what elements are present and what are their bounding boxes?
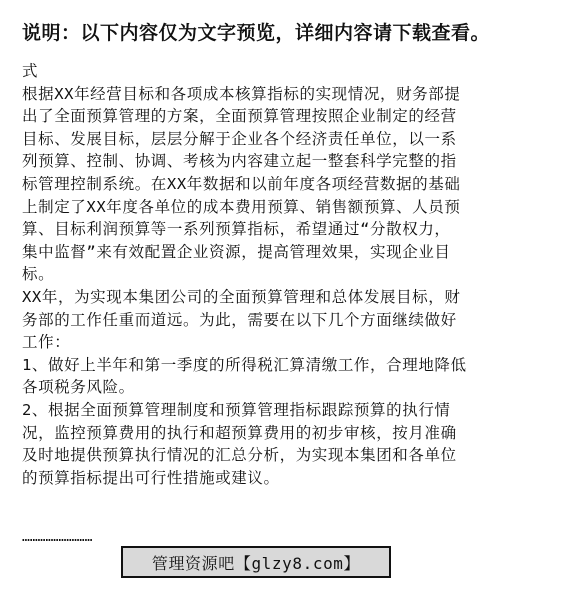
site-link-button[interactable] bbox=[121, 546, 391, 578]
text-line: XX年，为实现本集团公司的全面预算管理和总体发展目标，财 bbox=[22, 287, 461, 306]
text-line: 根据XX年经营目标和各项成本核算指标的实现情况，财务部提 bbox=[22, 84, 461, 103]
text-line: 集中监督”来有效配置企业资源，提高管理效果，实现企业目 bbox=[22, 242, 451, 261]
text-line: 2、根据全面预算管理制度和预算管理指标跟踪预算的执行情 bbox=[22, 400, 451, 419]
text-line: 及时地提供预算执行情况的汇总分析，为实现本集团和各单位 bbox=[22, 446, 457, 465]
text-line: 况，监控预算费用的执行和超预算费用的初步审核，按月准确 bbox=[22, 423, 457, 442]
text-line: 目标、发展目标，层层分解于企业各个经济责任单位，以一系 bbox=[22, 129, 457, 148]
text-line: 列预算、控制、协调、考核为内容建立起一整套科学完整的指 bbox=[22, 152, 457, 171]
preview-notice: 说明：以下内容仅为文字预览，详细内容请下载查看。 bbox=[22, 22, 491, 44]
text-line: 工作： bbox=[22, 333, 71, 352]
text-line: 的预算指标提出可行性措施或建议。 bbox=[22, 468, 280, 487]
text-line: 算、目标利润预算等一系列预算指标，希望通过“分散权力， bbox=[22, 220, 451, 239]
text-line: 标。 bbox=[22, 265, 55, 284]
text-line: 各项税务风险。 bbox=[22, 378, 135, 397]
text-line: 标管理控制系统。在XX年数据和以前年度各项经营数据的基础 bbox=[22, 174, 461, 193]
text-line: 出了全面预算管理的方案，全面预算管理按照企业制定的经营 bbox=[22, 107, 457, 126]
text-line: 务部的工作任重而道远。为此，需要在以下几个方面继续做好 bbox=[22, 310, 457, 329]
text-line: 式 bbox=[22, 62, 39, 80]
text-line: 1、做好上半年和第一季度的所得税汇算清缴工作，合理地降低 bbox=[22, 355, 467, 374]
text-line: 上制定了XX年度各单位的成本费用预算、销售额预算、人员预 bbox=[22, 197, 461, 216]
site-link-label: 管理资源吧【glzy8.com】 bbox=[151, 553, 361, 573]
ellipsis-divider: ……………………… bbox=[22, 530, 93, 545]
document-body bbox=[22, 60, 562, 489]
